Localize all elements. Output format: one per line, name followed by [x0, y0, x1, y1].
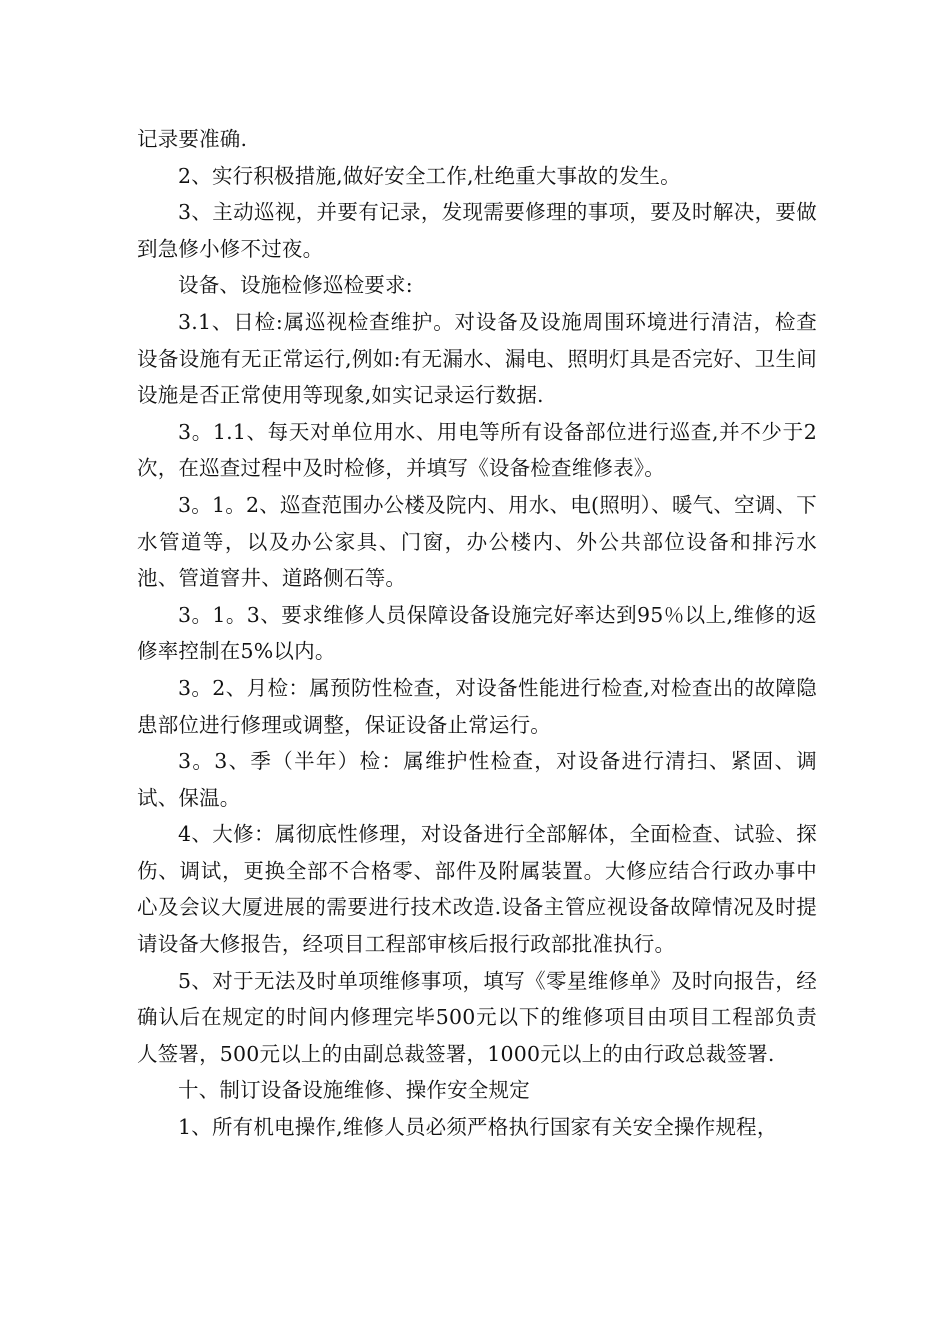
paragraph: 3。1.1、每天对单位用水、用电等所有设备部位进行巡查,并不少于2次，在巡查过程中及时检修，并填写《设备检查维修表》。: [137, 419, 817, 481]
paragraph: 3。3、季（半年）检：属维护性检查，对设备进行清扫、紧固、调试、保温。: [137, 749, 817, 810]
paragraph: 3.1、日检:属巡视检查维护。对设备及设施周围环境进行清洁，检查设备设施有无正常运行,例如:有无漏水、漏电、照明灯具是否完好、卫生间设施是否正常使用等现象,如实记录运行数据.: [137, 309, 817, 408]
paragraph: 2、实行积极措施,做好安全工作,杜绝重大事故的发生。: [178, 163, 681, 188]
paragraph: 3。2、月检：属预防性检查，对设备性能进行检查,对检查出的故障隐患部位进行修理或调整，保证设备止常运行。: [137, 675, 817, 737]
paragraph: 3。1。2、巡查范围办公楼及院内、用水、电(照明）、暖气、空调、下水管道等，以及办公家具、门窗，办公楼内、外公共部位设备和排污水池、管道窨井、道路侧石等。: [137, 492, 817, 591]
paragraph: 3、主动巡视，并要有记录，发现需要修理的事项，要及时解决，要做到急修小修不过夜。: [137, 200, 817, 261]
paragraph: 1、所有机电操作,维修人员必须严格执行国家有关安全操作规程，: [178, 1115, 778, 1140]
paragraph: 5、对于无法及时单项维修事项，填写《零星维修单》及时向报告，经确认后在规定的时间内修理完毕500元以下的维修项目由项目工程部负责人签署，500元以上的由副总裁签署，1000元以上的由行政总裁签署.: [137, 968, 817, 1066]
paragraph: 4、大修：属彻底性修理，对设备进行全部解体，全面检查、试验、探伤、调试，更换全部不合格零、部件及附属装置。大修应结合行政办事中心及会议大厦进展的需要进行技术改造.设备主管应视设备故障情况及时提请设备大修报告，经项目工程部审核后报行政部批准执行。: [137, 822, 817, 957]
paragraph: 记录要准确.: [137, 127, 248, 151]
paragraph: 3。1。3、要求维修人员保障设备设施完好率达到95％以上,维修的返修率控制在5%以内。: [137, 602, 817, 664]
document-body: [137, 121, 817, 1146]
section-heading: 设备、设施检修巡检要求:: [178, 273, 413, 298]
section-heading: 十、制订设备设施维修、操作安全规定: [178, 1078, 530, 1103]
